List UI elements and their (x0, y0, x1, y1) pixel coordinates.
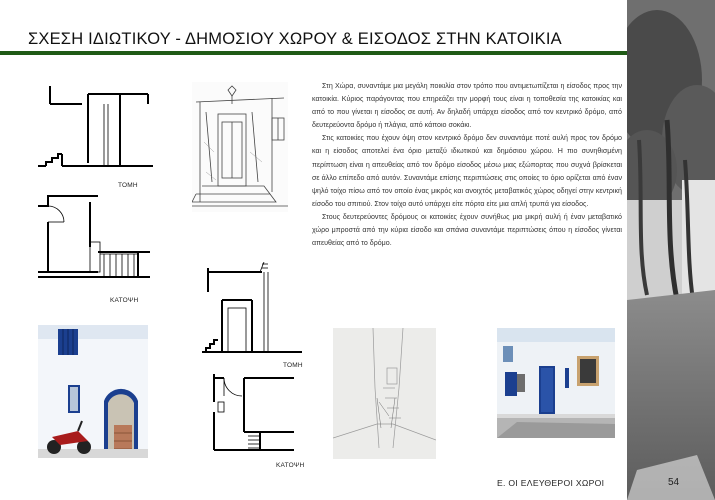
plan-caption-2: ΚΑΤΟΨΗ (276, 462, 305, 469)
plan-caption-1: ΚΑΤΟΨΗ (110, 297, 139, 304)
title-underline (0, 51, 627, 55)
footer-section-title: Ε. ΟΙ ΕΛΕΥΘΕΡΟΙ ΧΩΡΟΙ (497, 478, 605, 488)
section-drawing-2 (202, 262, 302, 358)
paragraph-2: Στις κατοικίες που έχουν όψη στον κεντρικό δρόμο δεν συναντάμε ποτέ αυλή προς τον δρόμο και η είσοδος αποτελεί ένα όριο μεταξύ ιδιωτικού και δημόσιου χώρου. Η πιο συνηθισμένη περίπτωση είναι η απευθείας από τον δρόμο είσοδος μέσω μιας εξώπορτας που συχνά βρίσκεται σε άλλο επίπεδο από αυτόν. Συναντάμε επίσης περιπτώσεις στις οποίες το όριο ορίζεται από έναν ψηλό τοίχο πίσω από τον οποίο ένας μικρός και ανοιχτός μεταβατικός χώρος οδηγεί στην κεντρική είσοδο του σπιτιού. Στον τοίχο αυτό υπάρχει είτε πόρτα είτε μια απλή τρυπά για είσοδος. (312, 134, 622, 208)
page-title: ΣΧΕΣΗ ΙΔΙΩΤΙΚΟΥ - ΔΗΜΟΣΙΟΥ ΧΩΡΟΥ & ΕΙΣΟΔΟΣ ΣΤΗΝ ΚΑΤΟΙΚΙΑ (28, 30, 562, 48)
plan-drawing-2 (204, 372, 294, 452)
doorway-sketch (192, 82, 288, 212)
section-caption-1: ΤΟΜΗ (118, 182, 138, 189)
photo-arched-door (38, 325, 148, 458)
page-number: 54 (668, 477, 680, 488)
street-photo-strip (627, 0, 715, 500)
photo-alley-sketch (333, 328, 436, 459)
paragraph-1: Στη Χώρα, συναντάμε μια μεγάλη ποικιλία στον τρόπο που αντιμετωπίζεται η είσοδος προς την κατοικία. Κύριος παράγοντας που επηρεάζει την μορφή τους είναι η τοποθεσία της κατοικίας και από το που γίνεται η είσοδος σε αυτή. Αν δηλαδή υπάρχει είσοδος από τον κεντρικό δρόμο, από δευτερεύοντα δρόμο ή πλάγια, από κάποιο σοκάκι. (312, 82, 622, 130)
section-caption-2: ΤΟΜΗ (283, 362, 303, 369)
photo-white-house (497, 328, 615, 438)
plan-drawing-1 (38, 192, 150, 287)
paragraph-3: Στους δευτερεύοντες δρόμους οι κατοικίες έχουν συνήθως μια μικρή αυλή ή έναν μεταβατικό χώρο μπροστά από την κύρια είσοδο και σπάνια συναντάμε περιπτώσεις όπου η είσοδος γίνεται απευθείας από το δρόμο. (312, 212, 622, 248)
body-text (312, 80, 622, 250)
section-drawing-1 (38, 78, 153, 178)
